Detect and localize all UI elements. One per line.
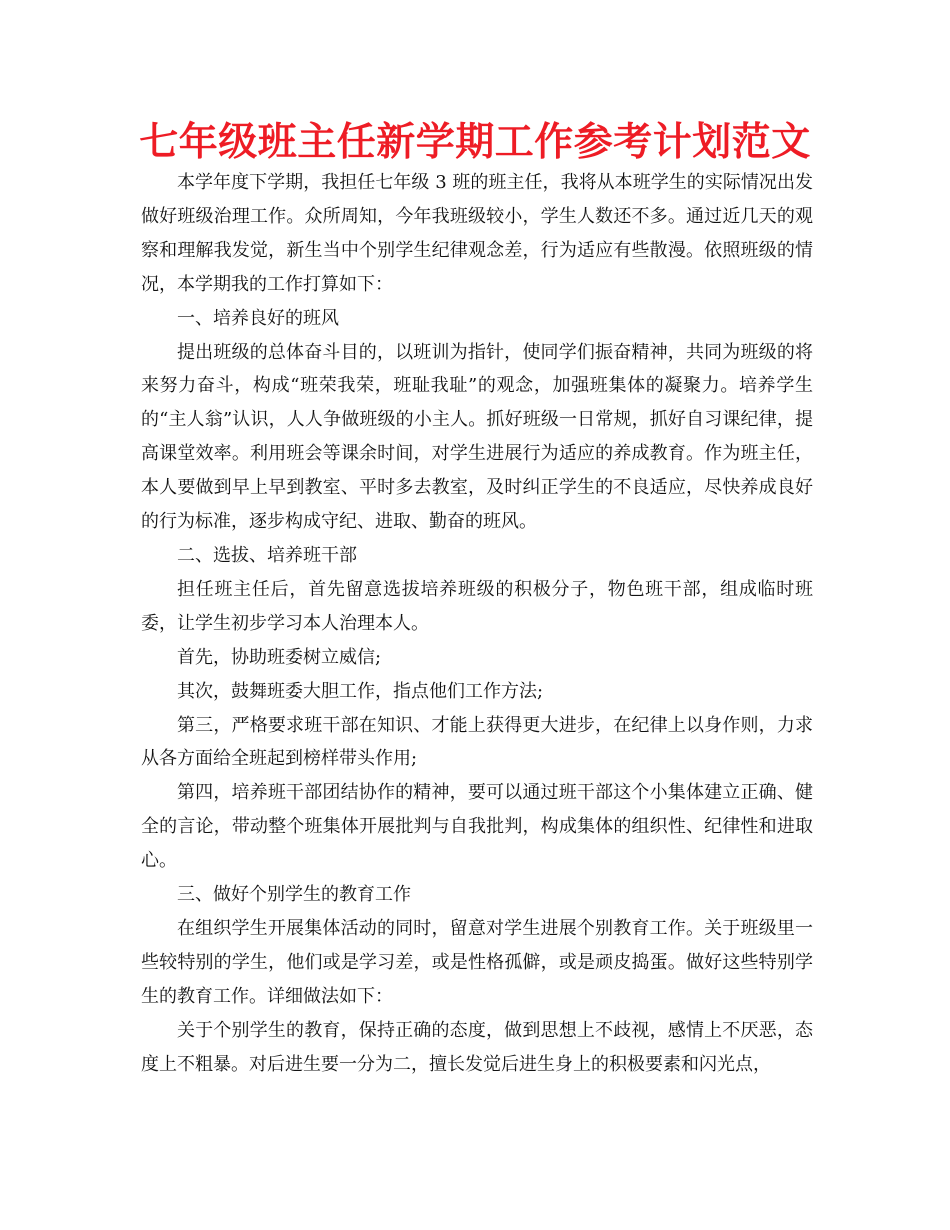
paragraph-intro: 本学年度下学期，我担任七年级 3 班的班主任，我将从本班学生的实际情况出发做好班级治理工作。众所周知，今年我班级较小，学生人数还不多。通过近几天的观察和理解我发觉，新生当中个别学生纪律观念差，行为适应有些散漫。依照班级的情况，本学期我的工作打算如下： — [141, 172, 813, 295]
list-item-third: 第三，严格要求班干部在知识、才能上获得更大进步，在纪律上以身作则，力求从各方面给全班起到榜样带头作用; — [141, 714, 813, 770]
section-heading-1: 一、培养良好的班风 — [177, 307, 339, 329]
paragraph-individual-approach: 关于个别学生的教育，保持正确的态度，做到思想上不歧视，感情上不厌恶，态度上不粗暴。对后进生要一分为二，擅长发觉后进生身上的积极要素和闪光点， — [141, 1019, 813, 1075]
paragraph-class-cadre: 担任班主任后，首先留意选拔培养班级的积极分子，物色班干部，组成临时班委，让学生初步学习本人治理本人。 — [141, 578, 813, 634]
document-body — [141, 166, 813, 1081]
list-item-first: 首先，协助班委树立威信; — [177, 646, 382, 668]
paragraph-individual-education: 在组织学生开展集体活动的同时，留意对学生进展个别教育工作。关于班级里一些较特别的学生，他们或是学习差，或是性格孤僻，或是顽皮捣蛋。做好这些特别学生的教育工作。详细做法如下： — [141, 917, 813, 1007]
list-item-fourth: 第四，培养班干部团结协作的精神，要可以通过班干部这个小集体建立正确、健全的言论，带动整个班集体开展批判与自我批判，构成集体的组织性、纪律性和进取心。 — [141, 782, 813, 872]
paragraph-class-style: 提出班级的总体奋斗目的，以班训为指针，使同学们振奋精神，共同为班级的将来努力奋斗，构成“班荣我荣，班耻我耻”的观念，加强班集体的凝聚力。培养学生的“主人翁”认识，人人争做班级的小主人。抓好班级一日常规，抓好自习课纪律，提高课堂效率。利用班会等课余时间，对学生进展行为适应的养成教育。作为班主任，本人要做到早上早到教室、平时多去教室，及时纠正学生的不良适应，尽快养成良好的行为标准，逐步构成守纪、进取、勤奋的班风。 — [141, 341, 813, 533]
section-heading-2: 二、选拔、培养班干部 — [177, 544, 357, 566]
list-item-second: 其次，鼓舞班委大胆工作，指点他们工作方法; — [177, 680, 544, 702]
document-title: 七年级班主任新学期工作参考计划范文 — [139, 120, 811, 165]
section-heading-3: 三、做好个别学生的教育工作 — [177, 884, 411, 906]
